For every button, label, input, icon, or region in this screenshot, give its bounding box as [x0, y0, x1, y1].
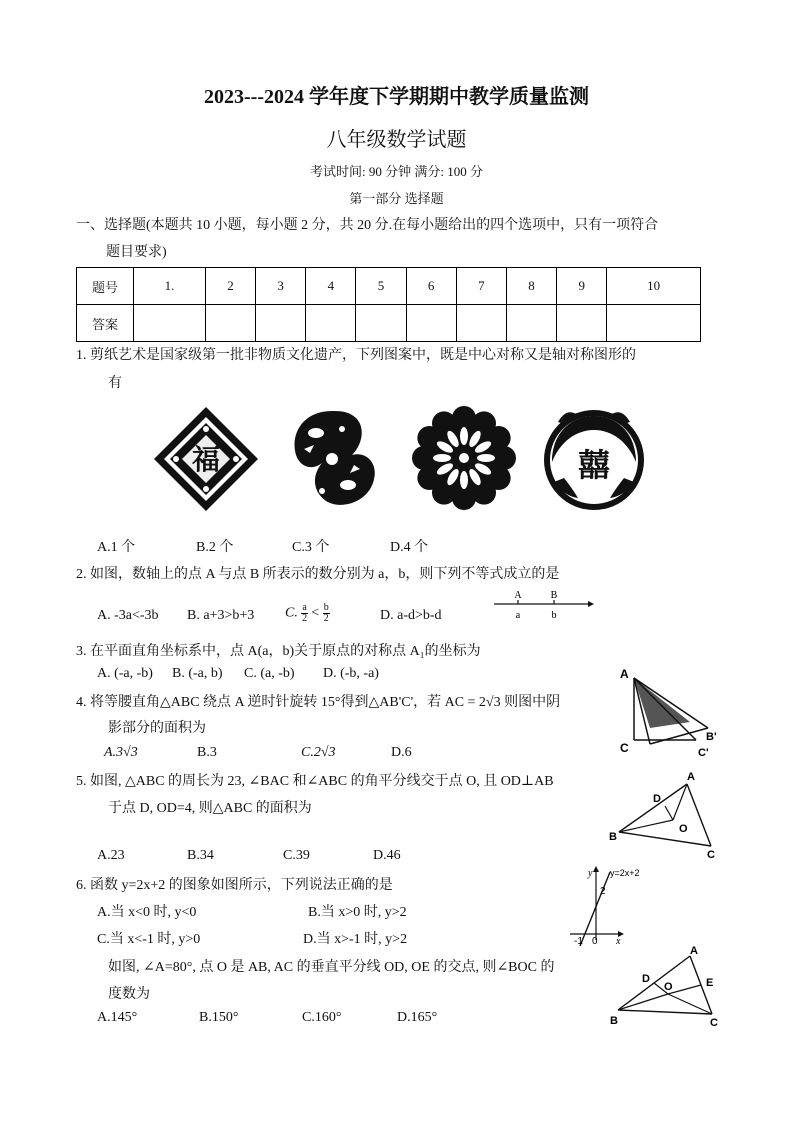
q5-stem-line2: 于点 D, OD=4, 则△ABC 的面积为 — [108, 801, 312, 816]
table-number-cell: 6 — [406, 268, 456, 305]
q1-stem-line1: 1. 剪纸艺术是国家级第一批非物质文化遗产，下列图案中，既是中心对称又是轴对称图形的 — [76, 348, 636, 363]
table-number-cell: 5 — [356, 268, 406, 305]
q3-option-b: B. (-a, b) — [172, 666, 223, 681]
q6-y-intercept-label: 2 — [600, 886, 606, 897]
q6-linear-function-graph — [560, 864, 656, 948]
point-a-label: A — [514, 590, 522, 601]
exam-info: 考试时间: 90 分钟 满分: 100 分 — [310, 164, 483, 179]
table-number-cell: 9 — [557, 268, 607, 305]
table-number-cell: 2 — [205, 268, 255, 305]
fraction-numerator: a — [302, 602, 307, 613]
fu-character: 福 — [191, 443, 221, 476]
exam-subtitle: 八年级数学试题 — [326, 129, 467, 151]
double-happiness-character: 囍 — [577, 446, 611, 484]
answer-cell[interactable] — [456, 305, 506, 342]
q6-option-c: C.当 x<-1 时, y>0 — [97, 932, 201, 947]
number-line-figure — [490, 588, 594, 624]
q5-angle-bisector-figure — [607, 770, 727, 860]
point-b-label: B — [550, 590, 558, 601]
q3-option-c: C. (a, -b) — [244, 666, 295, 681]
value-a-label: a — [515, 610, 521, 621]
q5-option-d: D.46 — [373, 848, 401, 863]
q2-fraction-b-over-2 — [323, 603, 330, 624]
q4-option-a: A.3√3 — [104, 745, 138, 760]
q2-stem: 2. 如图，数轴上的点 A 与点 B 所表示的数分别为 a，b，则下列不等式成立的是 — [76, 567, 560, 582]
section-intro-line1: 一、选择题(本题共 10 小题，每小题 2 分，共 20 分.在每小题给出的四个选项中，只有一项符合 — [76, 218, 659, 233]
q4-label-c-prime: C' — [698, 747, 709, 758]
answer-cell[interactable] — [134, 305, 206, 342]
q7-stem-line2: 度数为 — [108, 987, 150, 1002]
q5-label-o: O — [679, 823, 688, 835]
answer-cell[interactable] — [557, 305, 607, 342]
table-header-answer: 答案 — [77, 305, 134, 342]
answer-cell[interactable] — [356, 305, 406, 342]
fraction-denominator: 2 — [302, 613, 308, 624]
table-number-cell: 1. — [134, 268, 206, 305]
q5-label-c: C — [707, 849, 715, 860]
answer-cell[interactable] — [607, 305, 701, 342]
q7-label-b: B — [610, 1015, 618, 1027]
fraction-denominator: 2 — [323, 613, 329, 624]
answer-cell[interactable] — [306, 305, 356, 342]
table-number-cell: 10 — [607, 268, 701, 305]
q5-option-b: B.34 — [187, 848, 214, 863]
q7-option-d: D.165° — [397, 1010, 438, 1025]
section-intro-line2: 题目要求) — [106, 245, 167, 260]
q7-label-a: A — [690, 945, 698, 957]
q7-stem-line1: 如图, ∠A=80°, 点 O 是 AB, AC 的垂直平分线 OD, OE 的交点, 则∠BOC 的 — [108, 960, 555, 975]
q3-stem: 3. 在平面直角坐标系中，点 A(a，b)关于原点的对称点 A₁的坐标为 — [76, 644, 481, 659]
q1-option-d: D.4 个 — [390, 540, 429, 555]
q5-option-a: A.23 — [97, 848, 125, 863]
q4-label-b-prime: B' — [706, 731, 717, 743]
table-number-cell: 3 — [256, 268, 306, 305]
q1-option-b: B.2 个 — [196, 540, 234, 555]
answer-table — [76, 267, 701, 342]
value-b-label: b — [551, 610, 557, 621]
q7-option-b: B.150° — [199, 1010, 239, 1025]
papercut-double-happiness-image — [538, 402, 650, 514]
answer-cell[interactable] — [506, 305, 556, 342]
q4-label-a: A — [620, 667, 629, 681]
q3-option-a: A. (-a, -b) — [97, 666, 153, 681]
q7-option-c: C.160° — [302, 1010, 342, 1025]
q4-option-b: B.3 — [197, 745, 217, 760]
answer-cell[interactable] — [205, 305, 255, 342]
table-number-cell: 8 — [506, 268, 556, 305]
q5-option-c: C.39 — [283, 848, 310, 863]
q1-option-c: C.3 个 — [292, 540, 330, 555]
q7-perpendicular-bisector-figure — [608, 944, 728, 1030]
q5-label-a: A — [687, 771, 695, 783]
q5-stem-line1: 5. 如图, △ABC 的周长为 23, ∠BAC 和∠ABC 的角平分线交于点 O, 且 OD⊥AB — [76, 774, 554, 789]
answer-table-answer-row — [77, 305, 701, 342]
q3-option-d: D. (-b, -a) — [323, 666, 379, 681]
papercut-phoenix-image — [282, 405, 382, 513]
q5-label-b: B — [609, 831, 617, 843]
q4-rotated-triangle-figure — [612, 664, 724, 758]
table-number-cell: 4 — [306, 268, 356, 305]
answer-table-number-row — [77, 268, 701, 305]
q6-axis-x-label: x — [616, 936, 621, 947]
papercut-flower-image — [409, 405, 519, 511]
q7-label-c: C — [710, 1017, 718, 1029]
q6-origin-label: 0 — [592, 936, 598, 947]
q7-label-d: D — [642, 973, 650, 985]
q5-label-d: D — [653, 793, 661, 805]
q6-axis-y-label: y — [588, 868, 593, 879]
q4-option-d: D.6 — [391, 745, 412, 760]
q6-function-label: y=2x+2 — [610, 868, 640, 878]
table-header-number: 题号 — [77, 268, 134, 305]
q4-stem-line1: 4. 将等腰直角△ABC 绕点 A 逆时针旋转 15°得到△AB'C'，若 AC = 2√3 则图中阴 — [76, 695, 561, 710]
q7-option-a: A.145° — [97, 1010, 138, 1025]
q2-fraction-a-over-2 — [301, 603, 307, 624]
answer-cell[interactable] — [256, 305, 306, 342]
q2-option-c-prefix: C. — [285, 605, 298, 621]
q4-label-c: C — [620, 741, 629, 755]
q4-option-c: C.2√3 — [301, 745, 336, 760]
q6-option-a: A.当 x<0 时, y<0 — [97, 905, 197, 920]
fraction-numerator: b — [323, 602, 329, 613]
q1-option-a: A.1 个 — [97, 540, 136, 555]
q7-label-o: O — [664, 981, 673, 993]
q2-option-c-relation: < — [311, 605, 320, 621]
q6-option-b: B.当 x>0 时, y>2 — [308, 905, 407, 920]
papercut-fu-image — [152, 405, 260, 513]
q2-option-c — [285, 603, 330, 624]
q1-stem-line2: 有 — [108, 376, 122, 391]
q2-option-d: D. a-d>b-d — [380, 608, 442, 623]
q2-option-a: A. -3a<-3b — [97, 608, 159, 623]
table-number-cell: 7 — [456, 268, 506, 305]
q2-option-b: B. a+3>b+3 — [187, 608, 255, 623]
answer-cell[interactable] — [406, 305, 456, 342]
q6-option-d: D.当 x>-1 时, y>2 — [303, 932, 408, 947]
part-heading: 第一部分 选择题 — [349, 191, 444, 206]
q6-x-intercept-label: -1 — [574, 936, 583, 947]
q6-stem: 6. 函数 y=2x+2 的图象如图所示，下列说法正确的是 — [76, 878, 393, 893]
exam-title: 2023---2024 学年度下学期期中教学质量监测 — [204, 86, 589, 108]
q7-label-e: E — [706, 977, 714, 989]
q4-stem-line2: 影部分的面积为 — [108, 721, 206, 736]
